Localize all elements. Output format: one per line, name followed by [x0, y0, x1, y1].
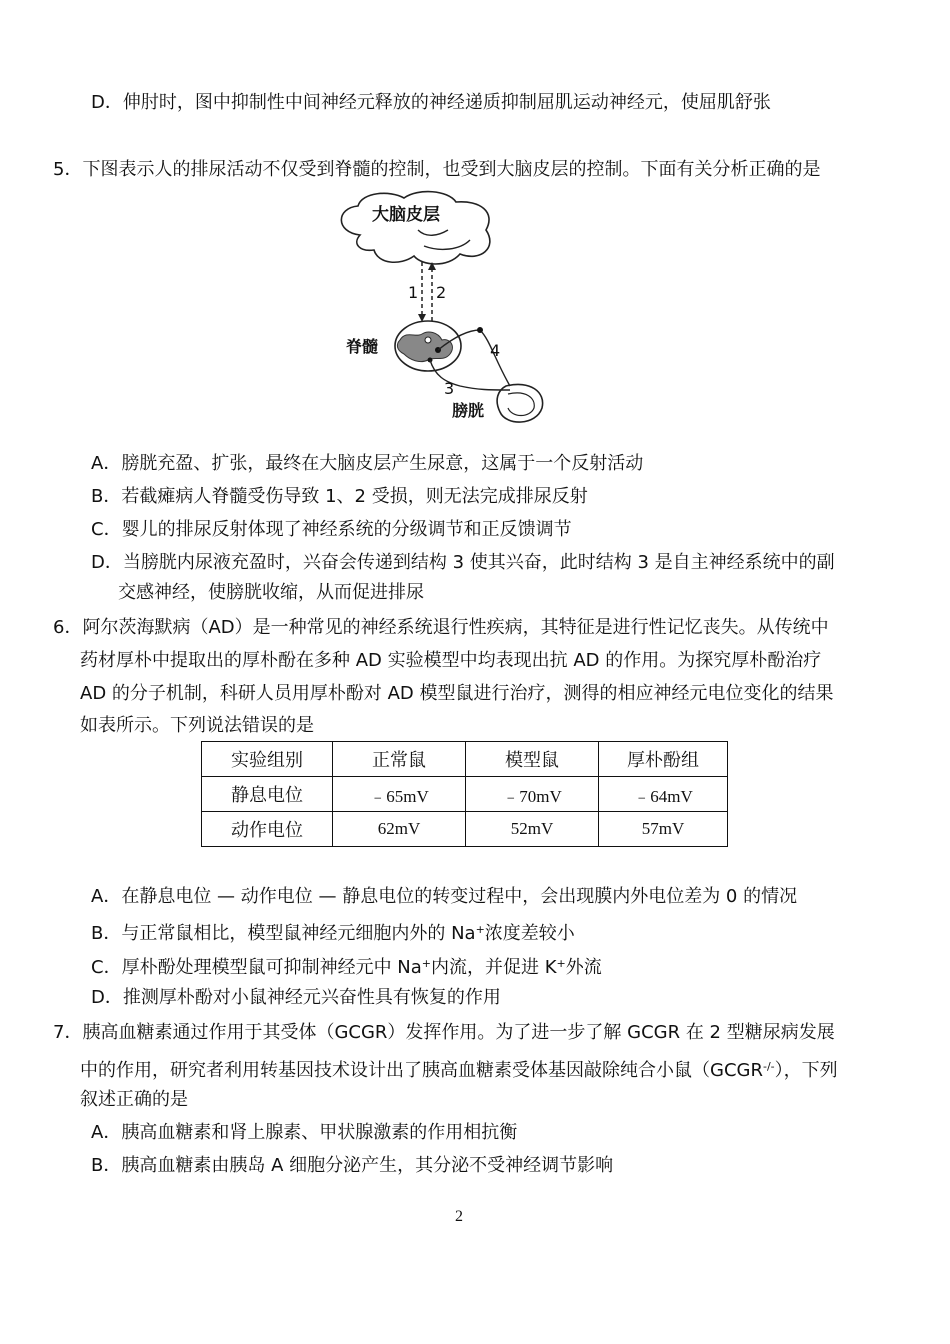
table-header-cell: 模型鼠: [466, 742, 599, 777]
q7-stem-text-end: ），下列: [774, 1060, 838, 1081]
q6-option-b: [91, 917, 575, 947]
table-row: [202, 812, 728, 847]
superscript: +: [421, 957, 432, 970]
table-header-cell: 厚朴酚组: [599, 742, 728, 777]
table-header-cell: 正常鼠: [333, 742, 466, 777]
table-cell: 52mV: [466, 812, 599, 847]
path-2-label: 2: [436, 283, 447, 302]
table-cell: ﹣70mV: [466, 777, 599, 812]
q6-stem-line2: 药材厚朴中提取出的厚朴酚在多种 AD 实验模型中均表现出抗 AD 的作用。为探究厚朴酚治疗: [80, 650, 822, 671]
table-cell: 动作电位: [202, 812, 333, 847]
q5-option-b: B．若截瘫病人脊髓受伤导致 1、2 受损，则无法完成排尿反射: [91, 486, 588, 507]
table-row: [202, 777, 728, 812]
q7-stem-line2: [80, 1054, 838, 1084]
path-3-label: 3: [444, 379, 455, 398]
q7-stem-text: 中的作用，研究者利用转基因技术设计出了胰高血糖素受体基因敲除纯合小鼠（GCGR: [80, 1060, 763, 1081]
table-cell: 62mV: [333, 812, 466, 847]
q6-option-b-text: B．与正常鼠相比，模型鼠神经元细胞内外的 Na: [91, 923, 476, 944]
q7-stem-line3: 叙述正确的是: [80, 1089, 188, 1110]
table-header-cell: 实验组别: [202, 742, 333, 777]
q6-option-a: A．在静息电位 — 动作电位 — 静息电位的转变过程中，会出现膜内外电位差为 0 的情况: [91, 886, 798, 907]
table-cell: ﹣64mV: [599, 777, 728, 812]
q6-option-c: [91, 951, 602, 981]
superscript: +: [556, 957, 566, 970]
table-cell: 静息电位: [202, 777, 333, 812]
q5-option-c: C．婴儿的排尿反射体现了神经系统的分级调节和正反馈调节: [91, 519, 572, 540]
table-header-row: [202, 742, 728, 777]
q5-option-d-line1: D．当膀胱内尿液充盈时，兴奋会传递到结构 3 使其兴奋，此时结构 3 是自主神经系统中的副: [91, 552, 835, 573]
superscript: +: [475, 923, 485, 936]
spinal-label: 脊髓: [346, 337, 379, 356]
path-4-label: 4: [490, 341, 501, 360]
q7-option-b: B．胰高血糖素由胰岛 A 细胞分泌产生，其分泌不受神经调节影响: [91, 1155, 614, 1176]
q6-option-c-text: C．厚朴酚处理模型鼠可抑制神经元中 Na: [91, 957, 422, 978]
q5-option-a: A．膀胱充盈、扩张，最终在大脑皮层产生尿意，这属于一个反射活动: [91, 453, 644, 474]
q6-stem-line4: 如表所示。下列说法错误的是: [80, 715, 314, 736]
page-number: 2: [455, 1208, 463, 1225]
q5-stem: 5．下图表示人的排尿活动不仅受到脊髓的控制，也受到大脑皮层的控制。下面有关分析正确的是: [53, 159, 821, 180]
q6-option-c-text-end: 外流: [565, 957, 602, 978]
cortex-outline: [341, 192, 489, 264]
superscript: -/-: [762, 1060, 775, 1073]
q6-option-b-text-end: 浓度差较小: [484, 923, 575, 944]
q5-option-d-line2: 交感神经，使膀胱收缩，从而促进排尿: [118, 582, 424, 603]
q7-stem-line1: 7．胰高血糖素通过作用于其受体（GCGR）发挥作用。为了进一步了解 GCGR 在 2 型糖尿病发展: [53, 1022, 835, 1043]
q4-option-d: D．伸肘时，图中抑制性中间神经元释放的神经递质抑制屈肌运动神经元，使屈肌舒张: [91, 92, 771, 113]
table-cell: 57mV: [599, 812, 728, 847]
q6-potential-table: [201, 741, 728, 847]
q6-stem-line1: 6．阿尔茨海默病（AD）是一种常见的神经系统退行性疾病，其特征是进行性记忆丧失。从传统中: [53, 617, 829, 638]
bladder-label: 膀胱: [452, 401, 485, 420]
q7-option-a: A．胰高血糖素和肾上腺素、甲状腺激素的作用相抗衡: [91, 1122, 518, 1143]
path-1-label: 1: [408, 283, 419, 302]
q6-option-d: D．推测厚朴酚对小鼠神经元兴奋性具有恢复的作用: [91, 987, 501, 1008]
q6-option-c-text-mid: 内流，并促进 K: [431, 957, 557, 978]
table-cell: ﹣65mV: [333, 777, 466, 812]
q6-stem-line3: AD 的分子机制，科研人员用厚朴酚对 AD 模型鼠进行治疗，测得的相应神经元电位变化的结果: [80, 683, 834, 704]
cortex-label: 大脑皮层: [372, 205, 440, 225]
q5-figure: [330, 190, 555, 430]
